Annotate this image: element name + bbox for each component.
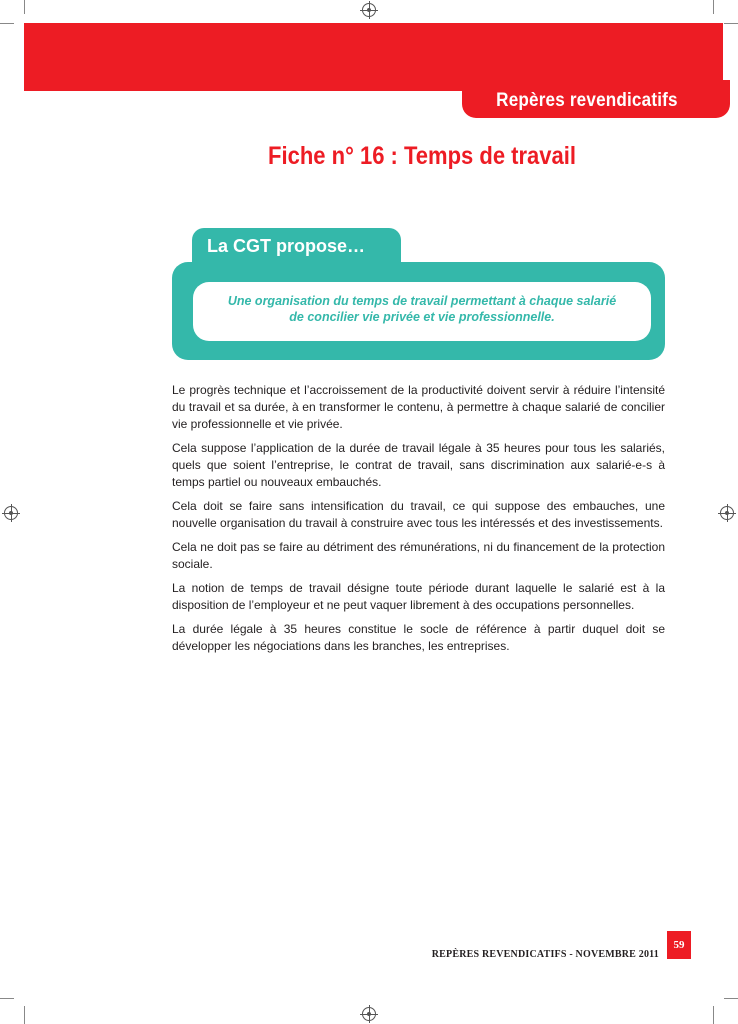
crop-mark [0,23,14,24]
registration-mark-icon [4,506,18,520]
paragraph: Cela ne doit pas se faire au détriment des rémunérations, ni du financement de la protection sociale. [172,540,665,571]
crop-mark [724,23,738,24]
paragraph: Cela suppose l’application de la durée de travail légale à 35 heures pour tous les salariés, quels que soient l’entreprise, le contrat de travail, sans discrimination aux salarié-e-s à temps partiel ou nouveaux embauchés. [172,441,665,489]
paragraph: La durée légale à 35 heures constitue le socle de référence à partir duquel doit se développer les négociations dans les branches, les entreprises. [172,622,665,653]
proposal-text [193,293,651,325]
proposal-text-line: Une organisation du temps de travail permettant à chaque salarié [227,294,617,308]
proposal-text-line: de concilier vie privée et vie professionnelle. [289,310,555,324]
paragraph: La notion de temps de travail désigne toute période durant laquelle le salarié est à la disposition de l’employeur et ne peut vaquer librement à des occupations personnelles. [172,581,665,612]
footer-label: REPÈRES REVENDICATIFS - NOVEMBRE 2011 [431,949,659,960]
crop-mark [713,0,714,14]
paragraph: Le progrès technique et l’accroissement de la productivité doivent servir à réduire l’intensité du travail et sa durée, à en transformer le contenu, à permettre à chaque salarié de concilier vie professionnelle et vie privée. [172,383,665,431]
section-label: Repères revendicatifs [496,90,678,111]
crop-mark [24,0,25,14]
crop-mark [24,1006,25,1024]
proposal-tab-label: La CGT propose… [207,236,366,256]
crop-mark [724,998,738,999]
crop-mark [713,1006,714,1024]
page-number: 59 [667,931,691,959]
paragraph: Cela doit se faire sans intensification du travail, ce qui suppose des embauches, une nouvelle organisation du travail à construire avec tous les intéressés et des investissements. [172,499,665,530]
crop-mark [0,998,14,999]
registration-mark-icon [362,1007,376,1021]
registration-mark-icon [720,506,734,520]
page-title: Fiche n° 16 : Temps de travail [268,142,576,170]
body-text [172,382,665,662]
registration-mark-icon [362,3,376,17]
